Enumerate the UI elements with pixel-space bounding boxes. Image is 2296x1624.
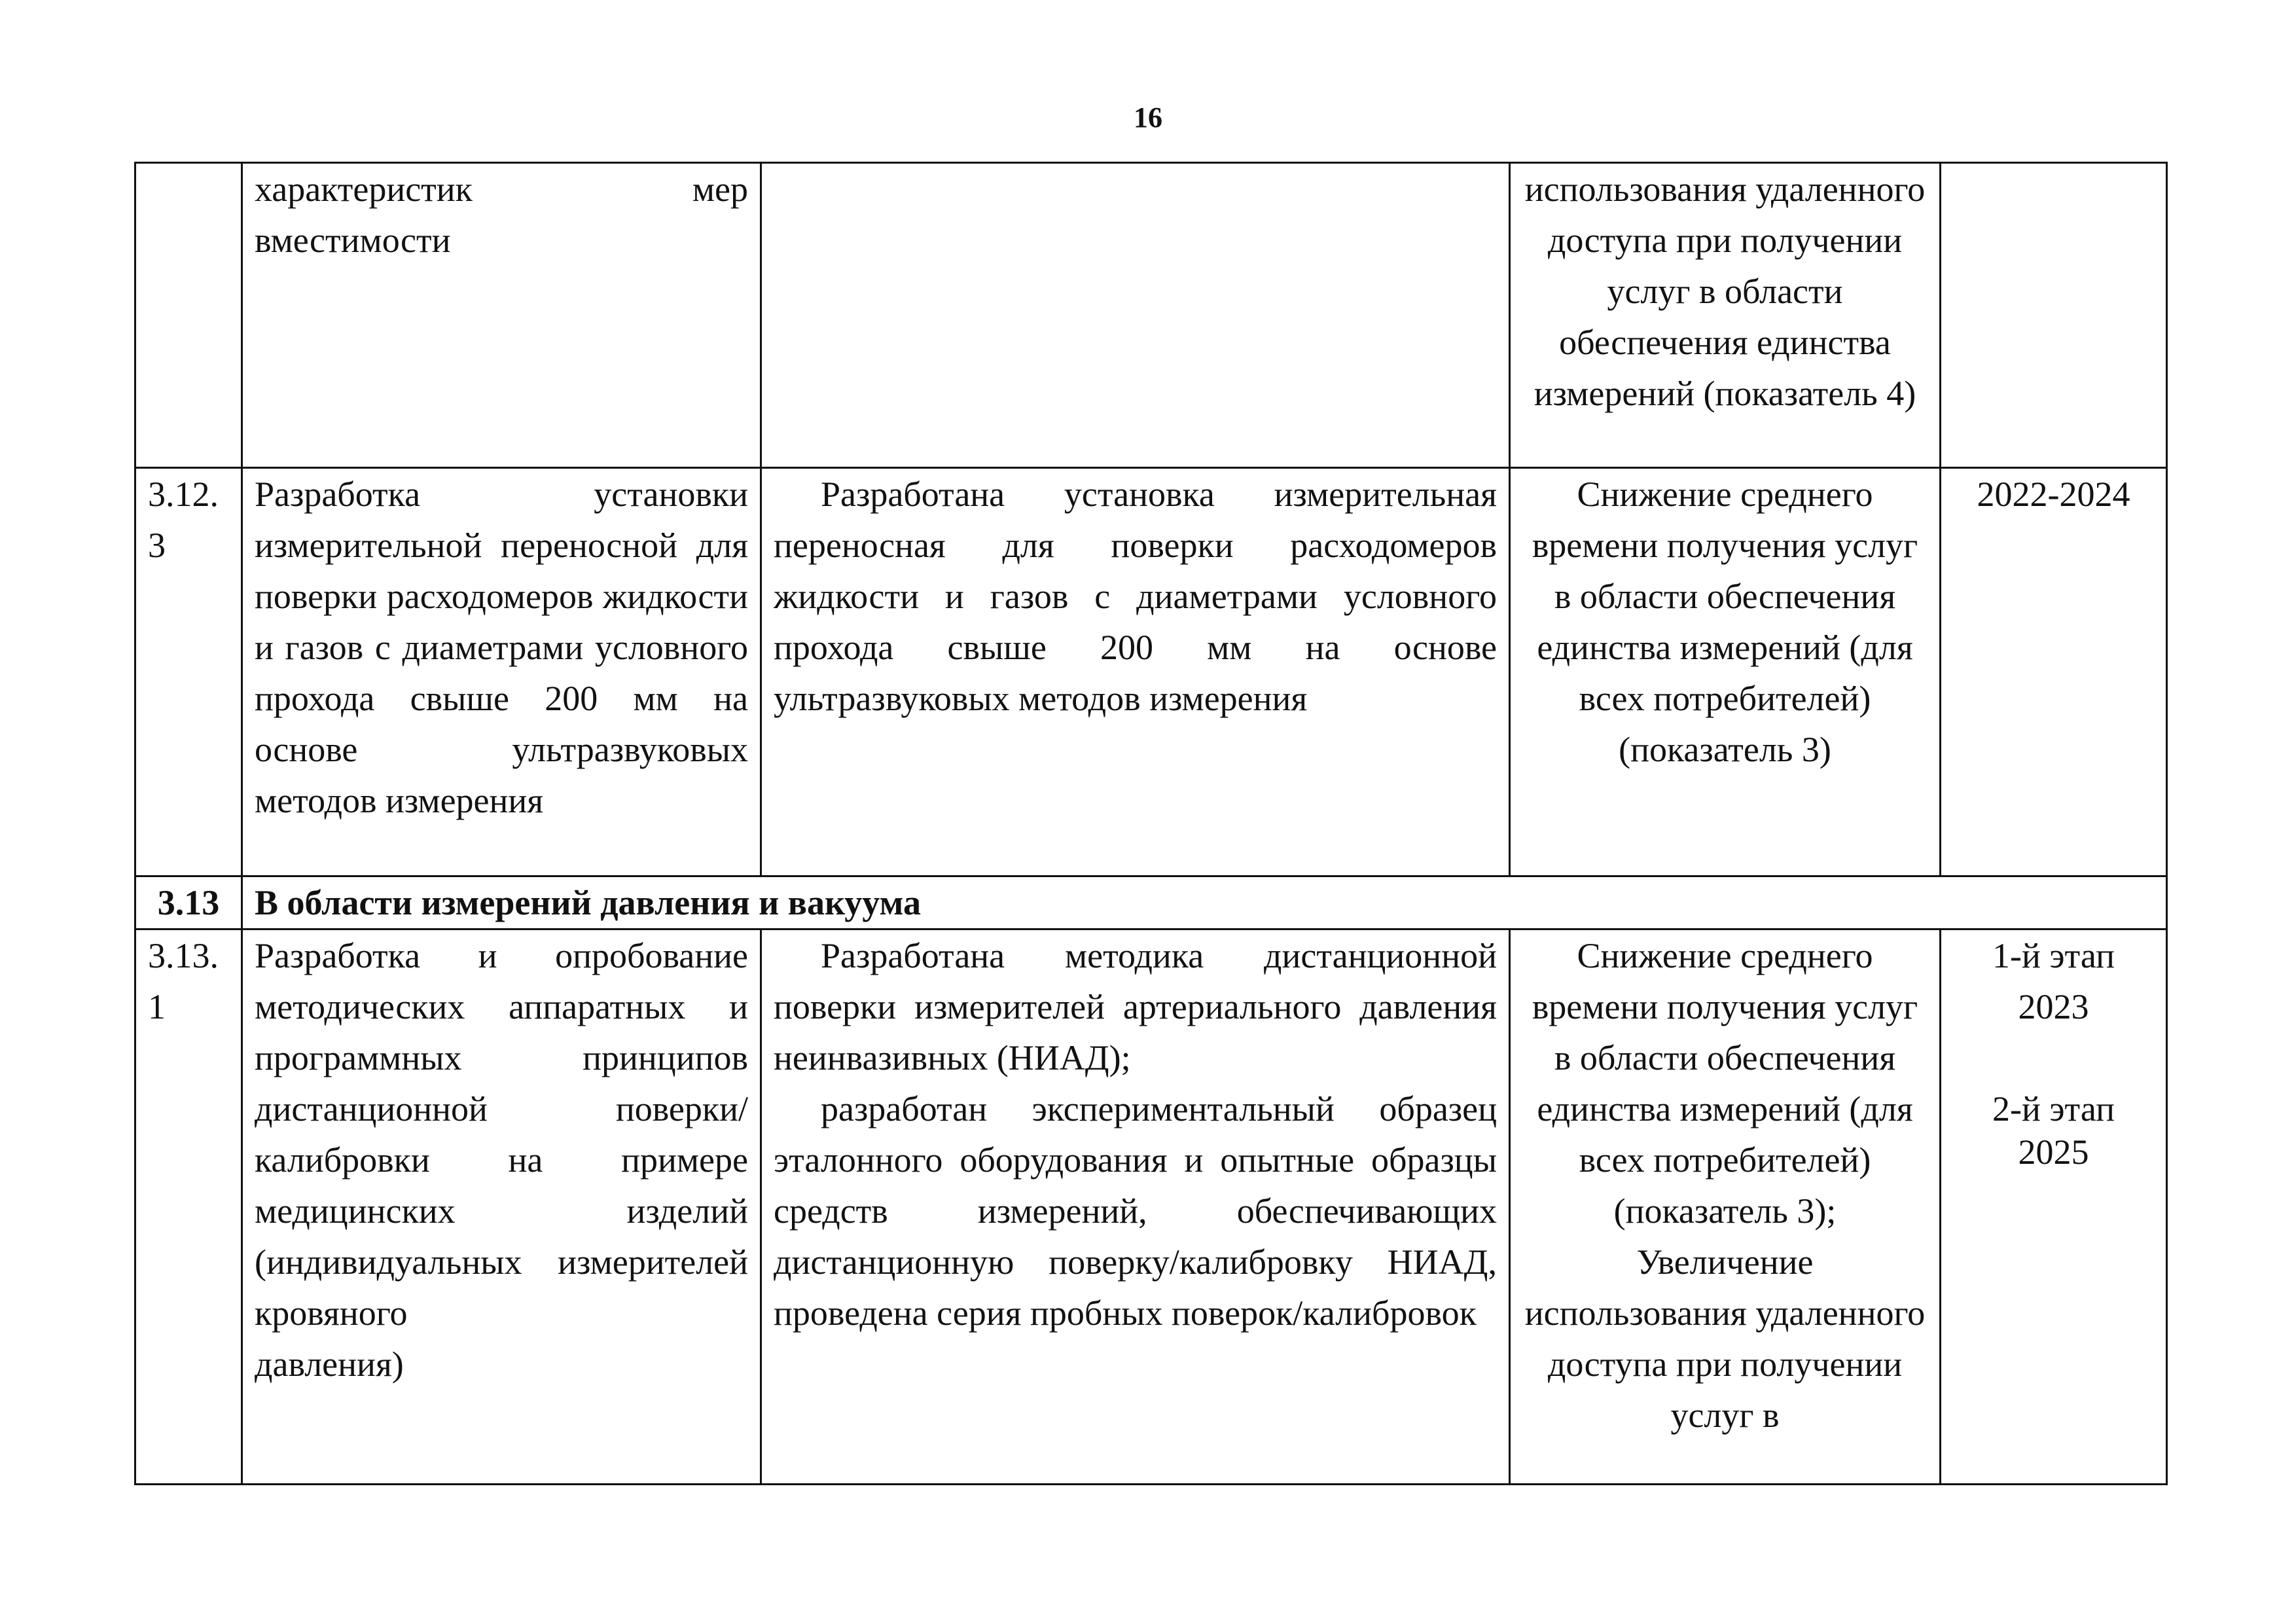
cell-indicator: Снижение среднего времени получения услуг в области обеспечения единства измерений (для всех потребителей) (показатель 3) bbox=[1510, 468, 1941, 876]
task-name-text: Разработка установки измерительной переносной для поверки расходомеров жидкости и газов с диаметрами условного прохода свыше 200 мм на основе ультразвуковых bbox=[255, 475, 748, 769]
cell-number bbox=[135, 163, 242, 468]
cell-task-name bbox=[242, 468, 761, 876]
task-name-text: Разработка и опробование методических аппаратных и программных принципов дистанционной поверки/калибровки на примере медицинских изделий (индивидуальных измерителей кровяного bbox=[255, 936, 748, 1333]
table-row-section-3-13 bbox=[135, 876, 2167, 929]
task-name-last-line: методов измерения bbox=[255, 781, 544, 820]
cell-period bbox=[1941, 929, 2167, 1485]
cell-section-number: 3.13 bbox=[135, 876, 242, 929]
stage-2-label: 2-й этап bbox=[1992, 1089, 2115, 1128]
cell-result bbox=[761, 163, 1510, 468]
cell-period: 2022-2024 bbox=[1941, 468, 2167, 876]
table-row-3-12-3 bbox=[135, 468, 2167, 876]
stage-1-year: 2023 bbox=[2018, 987, 2089, 1026]
cell-indicator: использования удаленного доступа при получении услуг в области обеспечения единства измерений (показатель 4) bbox=[1510, 163, 1941, 468]
cell-number: 3.13.1 bbox=[135, 929, 242, 1485]
cell-number: 3.12.3 bbox=[135, 468, 242, 876]
cell-period bbox=[1941, 163, 2167, 468]
page-number: 16 bbox=[1134, 101, 1162, 134]
result-paragraph-2: разработан экспериментальный образец эталонного оборудования и опытные образцы средств измерений, обеспечивающих дистанционную поверку/калибровку НИАД, проведена серия пробных поверок/калибровок bbox=[774, 1089, 1497, 1333]
plan-table bbox=[134, 162, 2168, 1485]
result-paragraph-1: Разработана методика дистанционной поверки измерителей артериального давления неинвазивных (НИАД); bbox=[774, 936, 1497, 1077]
cell-result bbox=[761, 468, 1510, 876]
table-row-continuation bbox=[135, 163, 2167, 468]
stage-1-label: 1-й этап bbox=[1992, 936, 2115, 975]
stage-2-year: 2025 bbox=[2018, 1132, 2089, 1172]
cell-task-name bbox=[242, 163, 761, 468]
cell-result bbox=[761, 929, 1510, 1485]
table-row-3-13-1 bbox=[135, 929, 2167, 1485]
cell-section-title: В области измерений давления и вакуума bbox=[242, 876, 2167, 929]
task-name-line-2: вместимости bbox=[255, 221, 451, 260]
task-name-last-line: давления) bbox=[255, 1344, 404, 1384]
stage-spacer bbox=[1953, 1032, 2154, 1083]
cell-indicator: Снижение среднего времени получения услуг в области обеспечения единства измерений (для всех потребителей) (показатель 3); Увеличение использования удаленного доступа при получении услуг в bbox=[1510, 929, 1941, 1485]
task-name-word-2: мер bbox=[692, 170, 748, 209]
result-text: Разработана установка измерительная переносная для поверки расходомеров жидкости и газов с диаметрами условного прохода свыше 200 мм на основе ультразвуковых методов измерения bbox=[774, 475, 1497, 718]
task-name-word-1: характеристик bbox=[255, 170, 473, 209]
cell-task-name bbox=[242, 929, 761, 1485]
